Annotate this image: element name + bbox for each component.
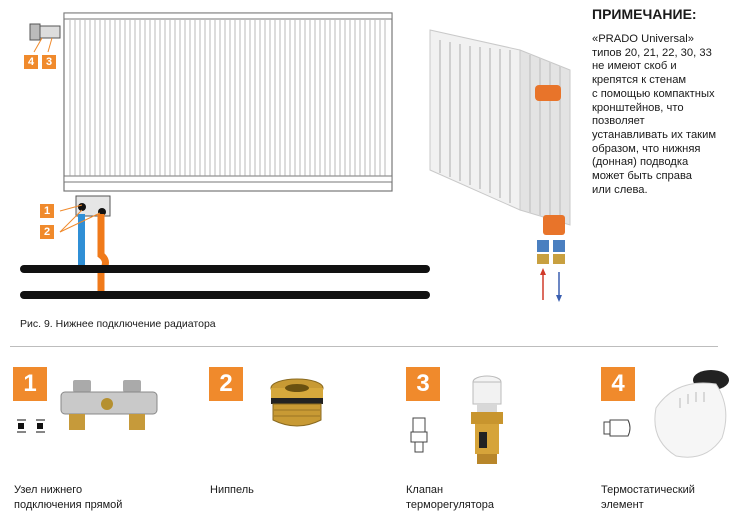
part-label-line: терморегулятора — [406, 499, 494, 511]
part-number-2: 2 — [209, 367, 243, 401]
part-label-4 — [601, 483, 742, 513]
note-title: ПРИМЕЧАНИЕ: — [592, 6, 697, 22]
thermostatic-valve-image — [457, 372, 517, 472]
note-line: позволяет — [592, 115, 645, 128]
callout-1: 1 — [40, 204, 54, 218]
part-label-3 — [406, 483, 556, 513]
part-number-4: 4 — [601, 367, 635, 401]
nipple-image — [262, 372, 332, 438]
note-line: может быть справа — [592, 170, 692, 183]
note-line: не имеют скоб и — [592, 60, 677, 73]
note-line: с помощью компактных — [592, 87, 715, 100]
figure-caption: Рис. 9. Нижнее подключение радиатора — [20, 318, 216, 330]
straight-bottom-connection-icon — [14, 414, 50, 438]
note-line: устанавливать их таким — [592, 128, 717, 141]
callout-4: 4 — [24, 55, 38, 69]
part-label-2 — [210, 483, 360, 498]
part-label-line: Ниппель — [210, 484, 254, 496]
note-line: крепятся к стенам — [592, 74, 687, 87]
note-line: типов 20, 21, 22, 30, 33 — [592, 46, 712, 59]
note-body — [592, 33, 742, 197]
note-line: образом, что нижняя — [592, 142, 701, 155]
note-line: «PRADO Universal» — [592, 33, 694, 45]
part-number-1: 1 — [13, 367, 47, 401]
floor-pipe-upper — [20, 265, 430, 273]
radiator-photo — [425, 10, 585, 310]
radiator-diagram — [0, 0, 440, 305]
bottom-connection-unit-image — [55, 372, 165, 442]
thermostat-icon — [602, 416, 634, 440]
floor-pipe-lower — [20, 291, 430, 299]
radiator-drawing — [0, 0, 440, 305]
divider — [10, 346, 718, 347]
note-line: (донная) подводка — [592, 156, 689, 169]
part-label-line: Термостатический — [601, 484, 695, 496]
part-label-line: подключения прямой — [14, 499, 123, 511]
valve-icon — [407, 416, 431, 456]
part-label-line: элемент — [601, 499, 644, 511]
note-line: кронштейнов, что — [592, 101, 684, 114]
part-label-line: Клапан — [406, 484, 444, 496]
note-line: или слева. — [592, 183, 648, 196]
part-label-1 — [14, 483, 164, 513]
callout-2: 2 — [40, 225, 54, 239]
callout-3: 3 — [42, 55, 56, 69]
thermostatic-head-image — [636, 368, 736, 468]
part-number-3: 3 — [406, 367, 440, 401]
part-label-line: Узел нижнего — [14, 484, 83, 496]
